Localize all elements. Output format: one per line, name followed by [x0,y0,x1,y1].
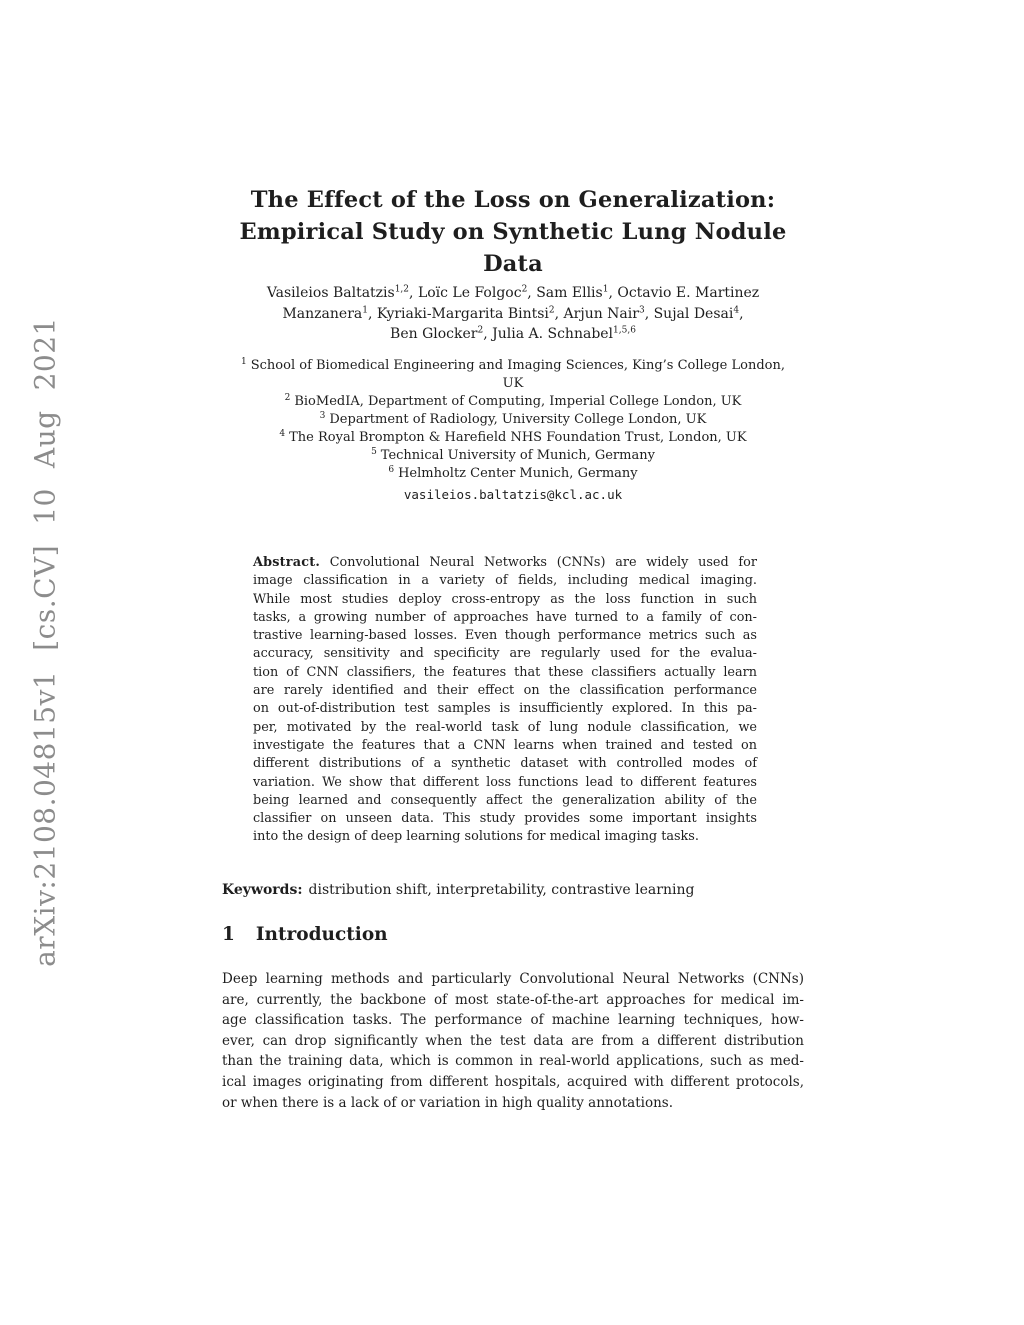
author-affiliation-superscript: 2 [548,304,555,315]
arxiv-watermark: arXiv:2108.04815v1 [cs.CV] 10 Aug 2021 [28,317,62,967]
text-line: per, motivated by the real-world task of lung nodule classification, we [253,719,757,735]
affiliation-line: $^3$ Department of Radiology, University College London, UK [319,410,707,427]
text-line: are rarely identified and their effect on the classification performance [253,683,757,699]
affiliation-list [222,357,804,483]
author-affiliation-superscript: 1,5,6 [613,325,636,336]
author-affiliation-superscript: 4 [733,304,740,315]
affiliation-number-superscript: 2 [284,392,291,403]
text-line: being learned and consequently affect the generalization ability of the [253,792,757,808]
text-line: tasks, a growing number of approaches have turned to a family of con- [253,609,757,625]
text-line: age classification tasks. The performance of machine learning techniques, how- [222,1012,804,1029]
text-line: Deep learning methods and particularly Convolutional Neural Networks (CNNs) [222,971,804,987]
text-line: different distributions of a synthetic dataset with controlled modes of [253,756,757,772]
affiliation-line: $^6$ Helmholtz Center Munich, Germany [388,464,638,481]
text-line: accuracy, sensitivity and specificity are regularly used for the evalua- [253,646,757,662]
text-line: ical images originating from different hospitals, acquired with different protocols, [222,1073,804,1090]
text-line: image classification in a variety of fields, including medical imaging. [253,573,757,589]
keywords-label: Keywords: [222,882,303,898]
author-affiliation-superscript: 1,2 [394,284,410,295]
text-line: While most studies deploy cross-entropy as the loss function in such [253,591,757,607]
author-affiliation-superscript: 1 [362,304,368,315]
author-name: Sam Ellis [536,285,603,301]
affiliation-number-superscript: 5 [371,446,377,457]
keywords-text: distribution shift, interpretability, contrastive learning [308,882,695,898]
author-name: Vasileios Baltatzis [266,285,395,301]
affiliation-number-superscript: 6 [388,464,395,475]
paragraph-label: Abstract. [253,555,320,570]
author-name: Julia A. Schnabel [492,326,614,342]
keywords-line [222,881,804,900]
paper-title [222,184,804,280]
affiliation-number-superscript: 1 [241,356,247,367]
text-line: variation. We show that different loss functions lead to different features [253,774,757,790]
section-number: 1 [222,924,235,945]
text-line: into the design of deep learning solutions for medical imaging tasks. [253,829,699,845]
section-heading [222,922,804,948]
title-line-1: The Effect of the Loss on Generalization: [250,187,776,213]
text-line: classifier on unseen data. This study provides some important insights [253,811,757,827]
affiliation-line: $^1$ School of Biomedical Engineering and Imaging Sciences, King’s College London, [241,356,785,373]
section-title: Introduction [255,924,388,945]
author-name: Sujal Desai [653,305,734,322]
affiliation-line: $^5$ Technical University of Munich, Germany [371,446,655,463]
text-line: tion of CNN classifiers, the features that these classifiers actually learn [253,664,757,680]
text-line: than the training data, which is common in real-world applications, such as med- [222,1053,804,1070]
author-affiliation-superscript: 2 [477,325,484,336]
affiliation-line: UK [502,376,524,391]
abstract-paragraph [253,554,757,847]
author-affiliation-superscript: 3 [638,304,645,315]
author-affiliation-superscript: 1 [602,284,609,295]
affiliation-line: $^2$ BioMedIA, Department of Computing, Imperial College London, UK [284,392,742,409]
text-line: are, currently, the backbone of most state-of-the-art approaches for medical im- [222,991,804,1008]
affiliation-number-superscript: 4 [279,428,286,439]
author-name: Octavio E. Martinez Manzanera [282,285,760,322]
paper-content [222,0,804,1325]
author-affiliation-superscript: 2 [521,284,528,295]
author-list: Vasileios Baltatzis$^{1,2}$, Loïc Le Folgoc$^2$, Sam Ellis$^1$, Octavio E. Martinez Manzanera$^1$, Kyriaki-Margarita Bintsi$^2$, Arjun Nair$^3$, Sujal Desai$^4$, Ben Glocker$^2$, Julia A. Schnabel$^{1,5,6}$ [266,284,760,342]
contact-email: vasileios.baltatzis@kcl.ac.uk [403,487,623,502]
affiliation-line: $^4$ The Royal Brompton & Harefield NHS Foundation Trust, London, UK [279,428,747,445]
author-name: Kyriaki-Margarita Bintsi [376,305,549,322]
author-name: Ben Glocker [390,326,478,342]
text-line: Abstract. Convolutional Neural Networks (CNNs) are widely used for [253,555,757,570]
text-line: on out-of-distribution test samples is insufficiently explored. In this pa- [253,701,757,717]
author-name: Arjun Nair [563,305,639,322]
title-line-2: Empirical Study on Synthetic Lung Nodule Data [239,219,787,277]
text-line: or when there is a lack of or variation in high quality annotations. [222,1094,673,1111]
text-line: ever, can drop significantly when the test data are from a different distribution [222,1032,804,1049]
text-line: investigate the features that a CNN learns when trained and tested on [253,737,757,753]
affiliation-number-superscript: 3 [319,410,326,421]
author-name: Loïc Le Folgoc [417,285,522,301]
intro-paragraph [222,969,804,1113]
text-line: trastive learning-based losses. Even though performance metrics such as [253,628,757,644]
